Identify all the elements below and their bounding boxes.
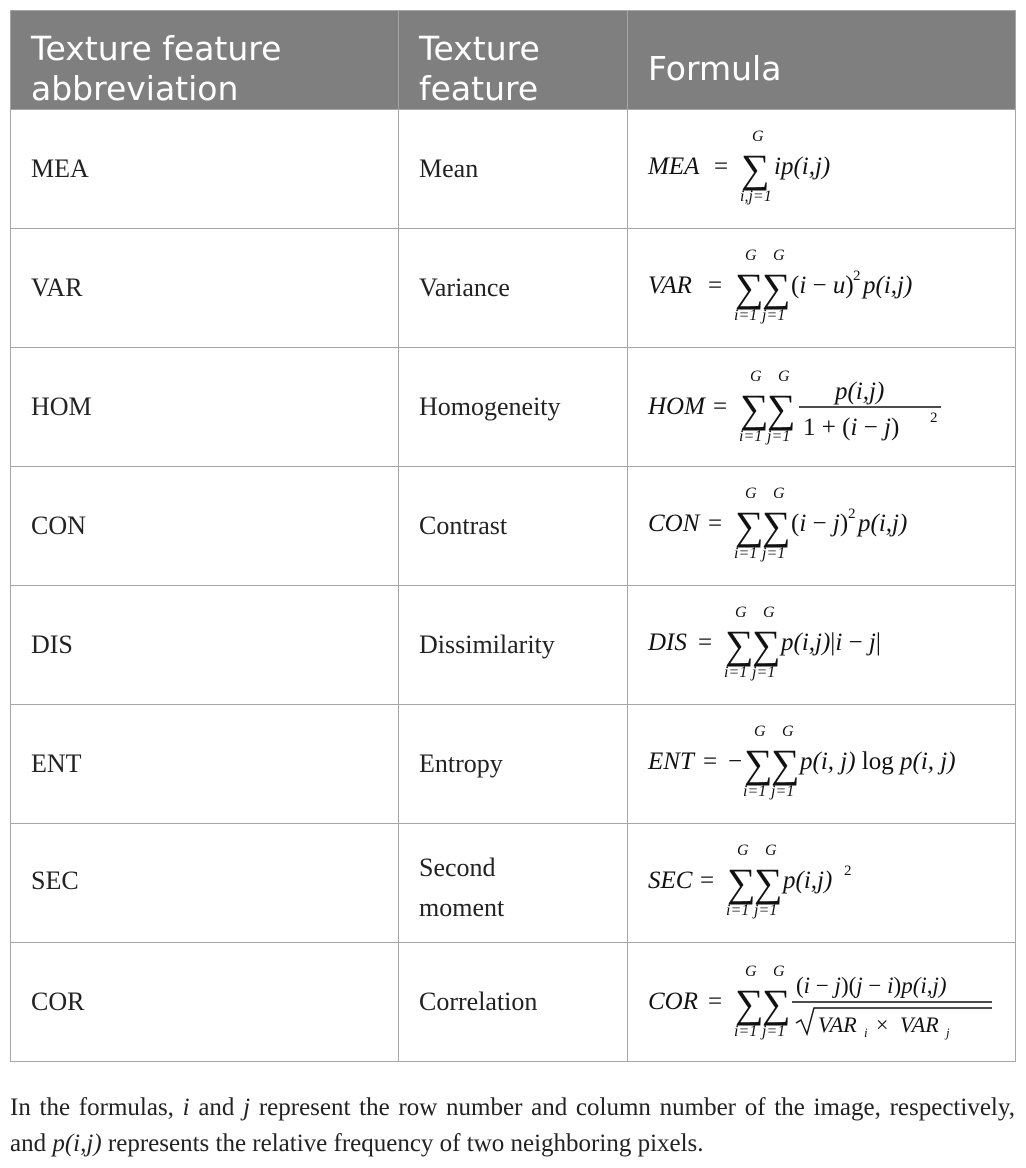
formula-cell	[628, 348, 1016, 467]
svg-text:2: 2	[844, 863, 852, 879]
svg-text:i=1: i=1	[734, 307, 758, 324]
formula-cell	[628, 586, 1016, 705]
svg-text:G: G	[763, 604, 775, 621]
formula-cell	[628, 943, 1016, 1062]
header-abbreviation: Texture feature abbreviation	[11, 11, 399, 110]
svg-text:G: G	[782, 723, 794, 740]
texture-feature-table-container	[10, 10, 1015, 1062]
formula-dis	[646, 605, 986, 685]
svg-text:=: =	[714, 153, 729, 180]
svg-text:∑: ∑	[735, 503, 764, 548]
formula-cell	[628, 467, 1016, 586]
svg-text:j=1: j=1	[754, 902, 778, 919]
table-row	[11, 824, 1016, 943]
svg-text:G: G	[745, 485, 757, 502]
feature-cell: Second moment	[399, 824, 628, 943]
svg-text:∑: ∑	[762, 981, 791, 1026]
texture-feature-table	[10, 10, 1016, 1062]
formula-cor	[646, 962, 996, 1042]
svg-text:j=1: j=1	[767, 428, 791, 445]
svg-text:=: =	[708, 510, 723, 537]
svg-text:G: G	[754, 723, 766, 740]
table-row	[11, 586, 1016, 705]
formula-hom	[646, 367, 986, 447]
svg-text:=: =	[713, 393, 728, 420]
svg-text:∑: ∑	[725, 622, 754, 667]
formula-cell	[628, 824, 1016, 943]
svg-text:i,j=1: i,j=1	[740, 188, 772, 205]
svg-text:(i − j): (i − j)	[791, 510, 849, 537]
svg-text:∑: ∑	[741, 146, 770, 191]
formula-cell	[628, 110, 1016, 229]
svg-text:−: −	[728, 748, 743, 775]
svg-text:G: G	[737, 842, 749, 859]
svg-text:∑: ∑	[740, 386, 769, 431]
feature-cell: Mean	[399, 110, 628, 229]
svg-text:ENT: ENT	[648, 748, 694, 775]
formula-con	[646, 486, 986, 566]
table-row	[11, 705, 1016, 824]
svg-text:∑: ∑	[744, 741, 773, 786]
abbr-cell: CON	[11, 467, 399, 586]
svg-text:i=1: i=1	[734, 1023, 758, 1040]
table-row	[11, 348, 1016, 467]
svg-text:2: 2	[930, 410, 938, 426]
formula-mea	[646, 129, 986, 209]
feature-cell: Dissimilarity	[399, 586, 628, 705]
svg-text:G: G	[778, 368, 790, 385]
table-row	[11, 229, 1016, 348]
feature-cell: Contrast	[399, 467, 628, 586]
svg-text:j=1: j=1	[771, 783, 795, 800]
svg-text:p(i,j): p(i,j)	[783, 867, 833, 894]
svg-text:j: j	[946, 1025, 950, 1040]
feature-cell: Entropy	[399, 705, 628, 824]
svg-text:G: G	[752, 128, 764, 145]
svg-text:j=1: j=1	[762, 307, 786, 324]
svg-text:G: G	[773, 963, 785, 980]
formula-ent	[646, 724, 996, 804]
svg-text:i=1: i=1	[743, 783, 767, 800]
formula-cell	[628, 705, 1016, 824]
abbr-cell: ENT	[11, 705, 399, 824]
svg-text:i=1: i=1	[724, 664, 748, 681]
svg-text:j=1: j=1	[762, 545, 786, 562]
svg-text:VAR: VAR	[900, 1012, 939, 1037]
abbr-cell: DIS	[11, 586, 399, 705]
svg-text:∑: ∑	[762, 503, 791, 548]
svg-text:G: G	[735, 604, 747, 621]
svg-text:G: G	[750, 368, 762, 385]
svg-text:∑: ∑	[727, 860, 756, 905]
svg-text:∑: ∑	[754, 860, 783, 905]
svg-text:∑: ∑	[767, 386, 796, 431]
svg-text:G: G	[765, 842, 777, 859]
svg-text:VAR: VAR	[648, 272, 692, 299]
table-row	[11, 110, 1016, 229]
abbr-cell: VAR	[11, 229, 399, 348]
abbr-cell: MEA	[11, 110, 399, 229]
svg-text:G: G	[745, 963, 757, 980]
svg-text:=: =	[698, 629, 713, 656]
table-row	[11, 943, 1016, 1062]
table-footnote: In the formulas, i and j represent the row number and column number of the image, respectively, and p(i,j) represents the relative frequency of two neighboring pixels.	[10, 1094, 1015, 1157]
svg-text:DIS: DIS	[648, 629, 687, 656]
svg-text:HOM: HOM	[648, 393, 705, 420]
svg-text:G: G	[773, 485, 785, 502]
table-row	[11, 467, 1016, 586]
svg-text:G: G	[745, 247, 757, 264]
svg-text:1 + (i − j): 1 + (i − j)	[803, 414, 900, 441]
svg-text:p(i,j): p(i,j)	[835, 378, 885, 405]
svg-text:×: ×	[876, 1012, 889, 1037]
abbr-cell: HOM	[11, 348, 399, 467]
svg-text:COR: COR	[648, 988, 698, 1015]
header-formula: Formula	[628, 11, 1016, 110]
svg-text:(i − u): (i − u)	[791, 272, 854, 299]
svg-text:=: =	[703, 748, 718, 775]
svg-text:∑: ∑	[735, 265, 764, 310]
svg-text:(i − j)(j − i)p(i,j): (i − j)(j − i)p(i,j)	[796, 973, 947, 998]
svg-text:∑: ∑	[735, 981, 764, 1026]
svg-text:MEA: MEA	[648, 153, 700, 180]
svg-text:∑: ∑	[762, 265, 791, 310]
svg-text:j=1: j=1	[762, 1023, 786, 1040]
svg-text:=: =	[708, 272, 723, 299]
feature-cell: Correlation	[399, 943, 628, 1062]
svg-text:p(i,j)|i − j|: p(i,j)|i − j|	[781, 629, 881, 656]
svg-text:p(i,j): p(i,j)	[858, 510, 908, 537]
svg-text:=: =	[708, 988, 723, 1015]
formula-var	[646, 248, 986, 328]
svg-text:G: G	[773, 247, 785, 264]
svg-text:i=1: i=1	[734, 545, 758, 562]
feature-cell: Homogeneity	[399, 348, 628, 467]
formula-cell	[628, 229, 1016, 348]
svg-text:2: 2	[853, 268, 861, 284]
svg-text:ip(i,j): ip(i,j)	[774, 153, 831, 180]
svg-text:p(i, j) log p(i, j): p(i, j) log p(i, j)	[800, 748, 956, 775]
svg-text:SEC: SEC	[648, 867, 693, 894]
svg-text:∑: ∑	[752, 622, 781, 667]
feature-cell: Variance	[399, 229, 628, 348]
svg-text:CON: CON	[648, 510, 700, 537]
abbr-cell: SEC	[11, 824, 399, 943]
svg-text:j=1: j=1	[752, 664, 776, 681]
abbr-cell: COR	[11, 943, 399, 1062]
svg-text:i=1: i=1	[726, 902, 750, 919]
header-feature: Texture feature	[399, 11, 628, 110]
svg-text:VAR: VAR	[818, 1012, 857, 1037]
svg-text:i=1: i=1	[739, 428, 763, 445]
svg-text:i: i	[864, 1025, 868, 1040]
formula-sec	[646, 843, 986, 923]
svg-text:=: =	[700, 867, 715, 894]
svg-text:2: 2	[848, 506, 856, 522]
table-header-row	[11, 11, 1016, 110]
svg-text:∑: ∑	[771, 741, 800, 786]
svg-text:p(i,j): p(i,j)	[863, 272, 913, 299]
